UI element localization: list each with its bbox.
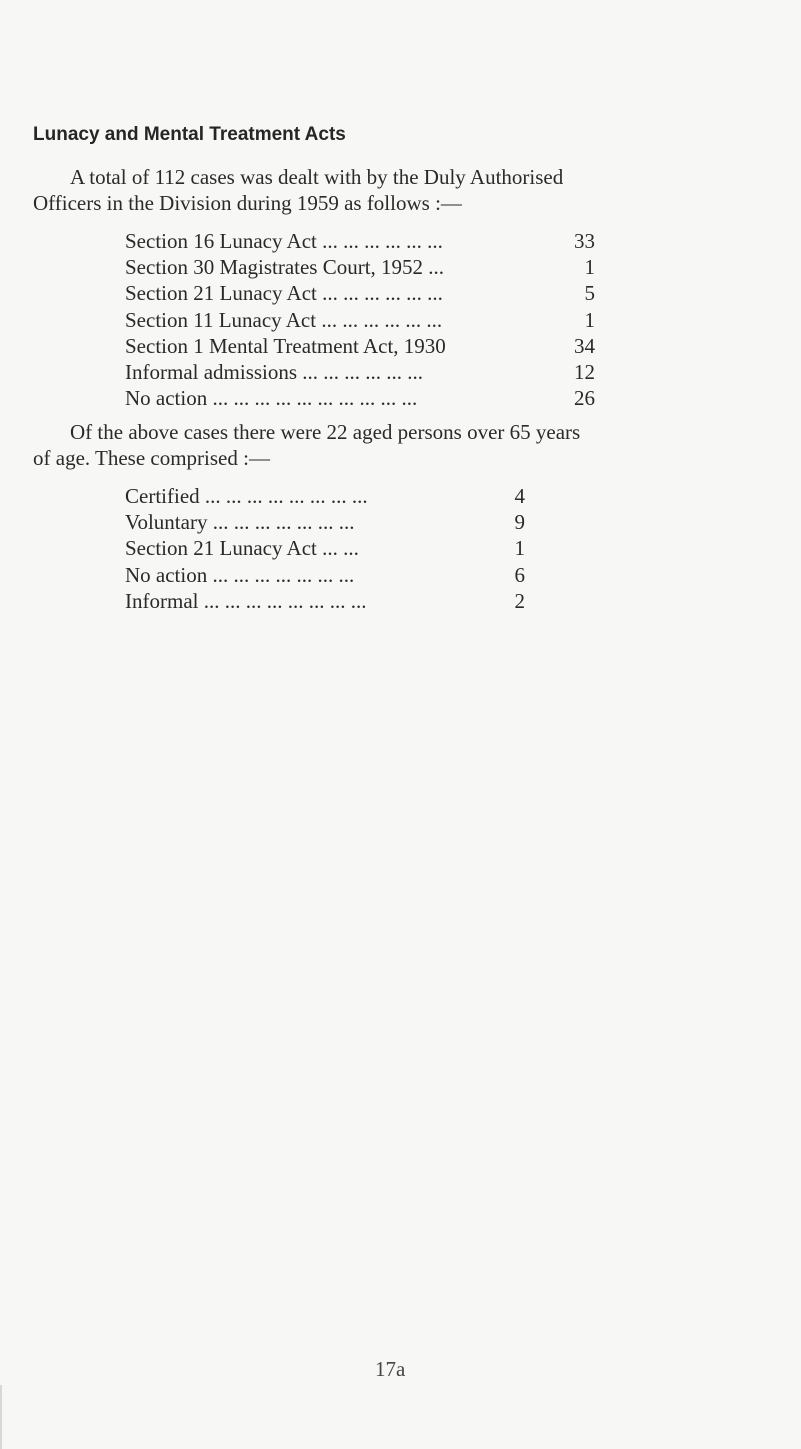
table-row xyxy=(125,359,605,385)
cases-table xyxy=(125,228,605,411)
row-label: No action ... ... ... ... ... ... ... ... ... ... xyxy=(125,386,418,411)
row-value: 12 xyxy=(574,359,595,384)
row-label: Section 1 Mental Treatment Act, 1930 xyxy=(125,333,446,358)
table-row xyxy=(125,280,605,306)
table-row xyxy=(125,483,545,509)
aged-paragraph xyxy=(33,419,713,471)
binding-edge-line xyxy=(0,1385,2,1449)
row-label: Section 21 Lunacy Act ... ... ... ... ... ... xyxy=(125,281,443,306)
table-row xyxy=(125,228,605,254)
aged-line-1: Of the above cases there were 22 aged persons over 65 years xyxy=(70,420,581,444)
intro-line-2: Officers in the Division during 1959 as follows :— xyxy=(33,191,462,215)
page-number: 17a xyxy=(375,1357,406,1381)
intro-paragraph xyxy=(33,164,713,216)
row-value: 2 xyxy=(514,588,525,613)
row-label: Section 11 Lunacy Act ... ... ... ... ... ... xyxy=(125,307,443,332)
table-row xyxy=(125,535,545,561)
row-value: 5 xyxy=(584,281,595,306)
row-value: 1 xyxy=(514,536,525,561)
row-value: 34 xyxy=(574,333,595,358)
table-row xyxy=(125,385,605,411)
table-row xyxy=(125,509,545,535)
row-value: 33 xyxy=(574,229,595,253)
row-label: Informal ... ... ... ... ... ... ... ... xyxy=(125,588,367,613)
row-value: 6 xyxy=(514,562,525,587)
aged-line-2: of age. These comprised :— xyxy=(33,446,270,470)
table-row xyxy=(125,333,605,359)
row-label: Certified ... ... ... ... ... ... ... ... xyxy=(125,484,368,508)
table-row xyxy=(125,307,605,333)
row-value: 1 xyxy=(584,255,595,280)
row-label: Section 21 Lunacy Act ... ... xyxy=(125,536,359,561)
row-value: 1 xyxy=(584,307,595,332)
row-value: 9 xyxy=(514,510,525,535)
row-label: Section 30 Magistrates Court, 1952 ... xyxy=(125,255,445,280)
row-value: 26 xyxy=(574,386,595,411)
row-label: No action ... ... ... ... ... ... ... xyxy=(125,562,355,587)
aged-cases-table xyxy=(125,483,545,614)
row-label: Voluntary ... ... ... ... ... ... ... xyxy=(125,510,355,535)
intro-line-1: A total of 112 cases was dealt with by the Duly Authorised xyxy=(70,165,564,189)
table-row xyxy=(125,254,605,280)
table-row xyxy=(125,588,545,614)
row-label: Informal admissions ... ... ... ... ... ... xyxy=(125,359,424,384)
row-value: 4 xyxy=(514,484,525,508)
table-row xyxy=(125,562,545,588)
row-label: Section 16 Lunacy Act ... ... ... ... ... ... xyxy=(125,229,443,253)
section-heading: Lunacy and Mental Treatment Acts xyxy=(33,124,346,145)
